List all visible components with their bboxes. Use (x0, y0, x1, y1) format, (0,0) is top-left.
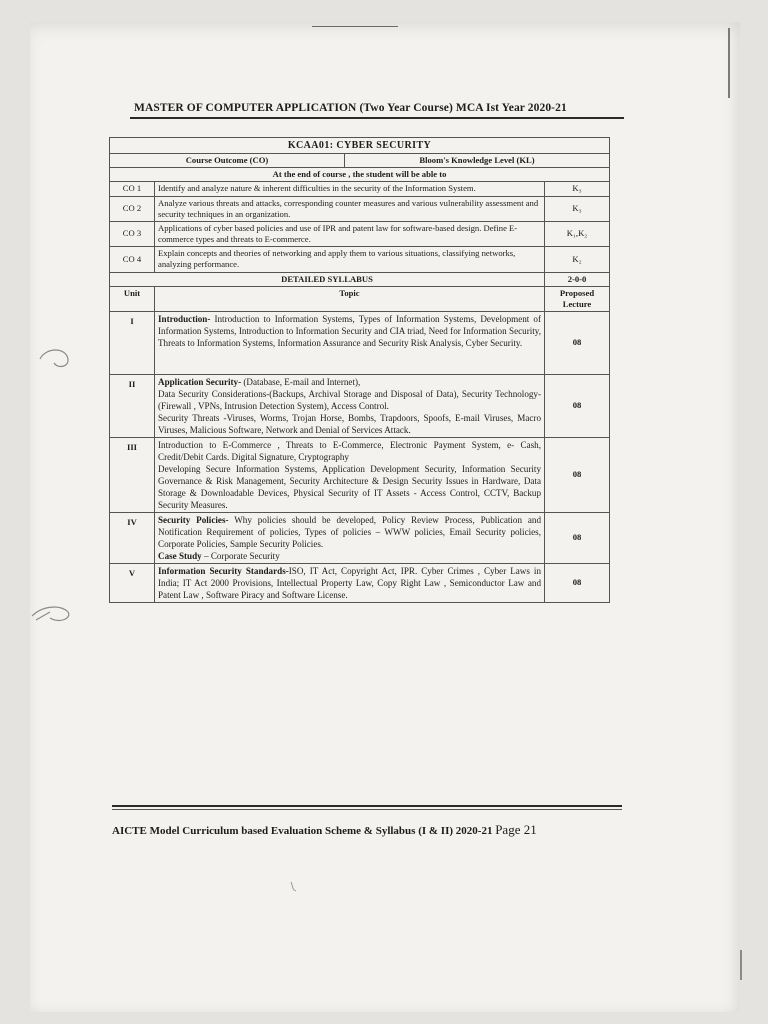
unit-lectures: 08 (545, 564, 610, 603)
left-margin-curl-2 (30, 600, 74, 630)
topic-text: – Corporate Security (201, 551, 280, 562)
topic-text: Introduction to Information Systems, Types of Information Systems, Development of Information Systems, Introduction to Information Security and CIA triad, Need for Information Security, Threats to Information Systems, Information Assurance and Security Risk Analysis, Cyber Security. (158, 314, 541, 349)
unit-lectures: 08 (545, 438, 610, 513)
topic-text: ISO, IT Act, Copyright Act, IPR. Cyber Crimes , Cyber Laws in India; IT Act 2000 Provisions, Intellectual Property Law, Copy Right Law , Semiconductor Law and Patent Law , Software Piracy and Software License. (158, 566, 541, 601)
unit-number: III (110, 438, 155, 513)
unit-row (110, 375, 610, 438)
page-edge-mark (728, 28, 730, 98)
topic-paragraph: Data Security Considerations-(Backups, Archival Storage and Disposal of Data), Security Technology-(Firewall , VPNs, Intrusion Detection System), Access Control. (158, 389, 541, 412)
syllabus-header-row (110, 286, 610, 311)
left-margin-curl-1 (36, 345, 74, 373)
detailed-syllabus-label: DETAILED SYLLABUS (110, 272, 545, 286)
unit-topic (155, 513, 545, 564)
unit-topic (155, 564, 545, 603)
topic-paragraph (158, 514, 541, 550)
co-text: Explain concepts and theories of networking and apply them to various situations, classifying networks, analyzing performance. (155, 247, 545, 272)
table-subheader-row (110, 154, 610, 168)
unit-number: I (110, 312, 155, 375)
course-outcome-header: Course Outcome (CO) (110, 154, 345, 168)
co-kl: K₁,K₂ (545, 221, 610, 246)
co-text: Identify and analyze nature & inherent difficulties in the security of the Information System. (155, 182, 545, 196)
co-kl: K₂ (545, 247, 610, 272)
topic-text: Why policies should be developed, Policy Review Process, Publication and Notification Requirement of policies, Types of policies – WWW policies, Email Security policies, Corporate Policies, Sample Security Policies. (158, 515, 542, 550)
blooms-level-header: Bloom's Knowledge Level (KL) (345, 154, 610, 168)
unit-number: IV (110, 513, 155, 564)
co-row (110, 182, 610, 196)
topic-paragraph: Introduction to E-Commerce , Threats to E-Commerce, Electronic Payment System, e- Cash, Credit/Debit Cards. Digital Signature, Cryptography (158, 440, 541, 463)
ltp-value: 2-0-0 (545, 272, 610, 286)
unit-row (110, 438, 610, 513)
topic-heading: Security Policies- (158, 515, 229, 526)
table-title-row (110, 138, 610, 154)
topic-heading: Introduction- (158, 314, 211, 325)
co-kl: K₃ (545, 196, 610, 221)
co-text: Applications of cyber based policies and use of IPR and patent law for software-based design. Define E-commerce types and threats to E-commerce. (155, 221, 545, 246)
co-id: CO 1 (110, 182, 155, 196)
unit-lectures: 08 (545, 513, 610, 564)
co-id: CO 4 (110, 247, 155, 272)
topic-text: (Database, E-mail and Internet), (241, 377, 361, 388)
unit-topic (155, 312, 545, 375)
page-number: Page 21 (495, 822, 537, 837)
course-title: KCAA01: CYBER SECURITY (110, 138, 610, 154)
unit-lectures: 08 (545, 375, 610, 438)
topic-paragraph (158, 565, 541, 601)
lecture-header: Proposed Lecture (545, 286, 610, 311)
footer-text: AICTE Model Curriculum based Evaluation Scheme & Syllabus (I & II) 2020-21 (112, 825, 493, 837)
co-text: Analyze various threats and attacks, corresponding counter measures and various vulnerability assessment and security techniques in an organization. (155, 196, 545, 221)
page-edge-mark-lower (740, 950, 742, 980)
topic-paragraph: Security Threats -Viruses, Worms, Trojan Horse, Bombs, Trapdoors, Spoofs, E-mail Viruses, Macro Viruses, Malicious Software, Network and Denial of Services Attack. (158, 413, 541, 436)
co-row (110, 196, 610, 221)
unit-row (110, 513, 610, 564)
co-id: CO 2 (110, 196, 155, 221)
topic-heading: Application Security- (158, 377, 242, 388)
top-edge-line (312, 26, 398, 27)
unit-number: II (110, 375, 155, 438)
co-row (110, 221, 610, 246)
footer-rule (112, 805, 622, 807)
unit-topic (155, 438, 545, 513)
topic-paragraph: Developing Secure Information Systems, Application Development Security, Information Security Governance & Risk Management, Security Architecture & Design Security Issues in Hardware, Data Storage & Downloadable Devices, Physical Security of IT Assets - Access Control, CCTV, Backup Security Measures. (158, 464, 541, 511)
page-footer (112, 822, 537, 838)
topic-paragraph (158, 376, 541, 388)
unit-header: Unit (110, 286, 155, 311)
footer-rule-thin (112, 809, 622, 810)
case-study-heading: Case Study (158, 551, 202, 562)
syllabus-label-row (110, 272, 610, 286)
topic-paragraph (158, 550, 541, 562)
header-rule (130, 117, 624, 119)
topic-heading: Information Security Standards- (158, 566, 289, 577)
unit-row (110, 312, 610, 375)
unit-number: V (110, 564, 155, 603)
co-row (110, 247, 610, 272)
topic-header: Topic (155, 286, 545, 311)
course-intro: At the end of course , the student will be able to (110, 168, 610, 182)
co-kl: K₃ (545, 182, 610, 196)
unit-row (110, 564, 610, 603)
unit-topic (155, 375, 545, 438)
center-tick-mark (288, 880, 300, 894)
topic-paragraph (158, 313, 541, 349)
table-intro-row (110, 168, 610, 182)
co-id: CO 3 (110, 221, 155, 246)
unit-lectures: 08 (545, 312, 610, 375)
page-header: MASTER OF COMPUTER APPLICATION (Two Year Course) MCA Ist Year 2020-21 (134, 102, 567, 114)
syllabus-table (109, 137, 610, 603)
